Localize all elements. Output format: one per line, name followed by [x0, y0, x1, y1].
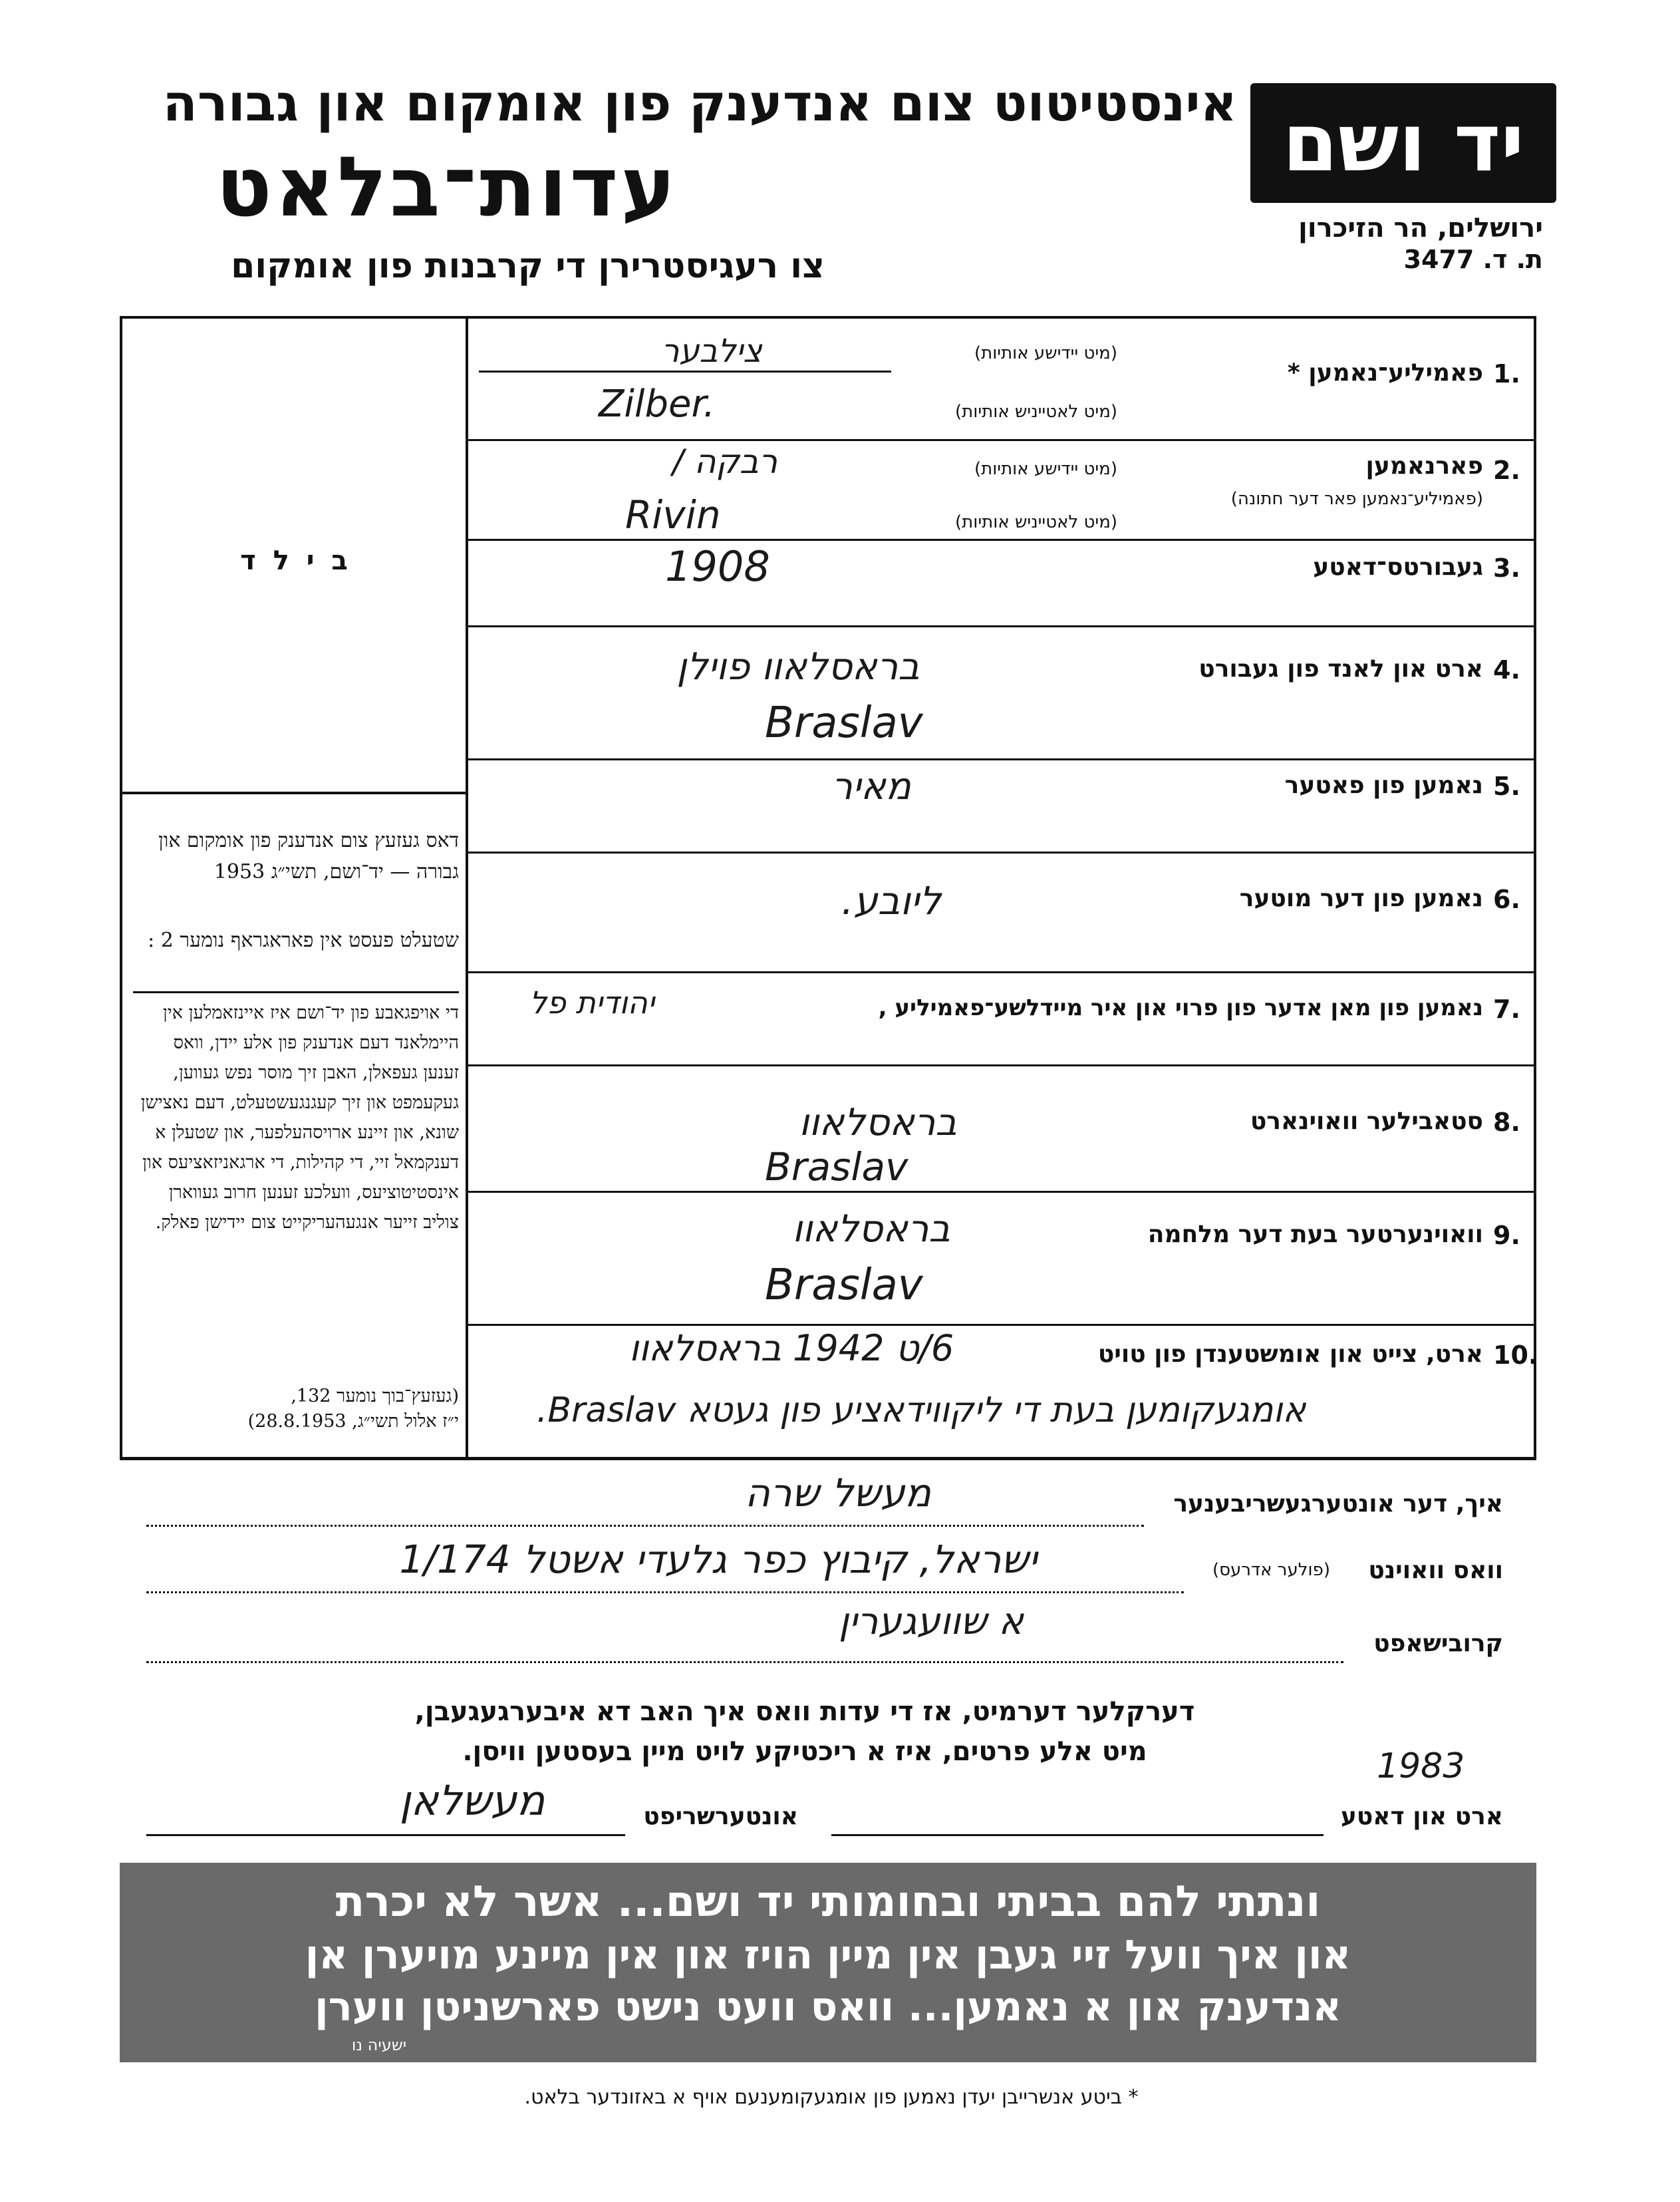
submitter-relation-value[interactable]: א שוועגערין — [838, 1600, 1024, 1643]
field-7-number: 7. — [1493, 995, 1520, 1024]
row-separator — [468, 758, 1536, 760]
field-10-number: 10. — [1493, 1340, 1538, 1370]
submitter-address-sub: (פולער אדרעס) — [1212, 1560, 1330, 1580]
field-3-number: 3. — [1493, 553, 1520, 583]
field-5-label: נאמען פון פאטער — [1284, 772, 1483, 799]
footnote: * ביטע אנשרייבן יעדן נאמען פון אומגעקומענעם אויף א באזונדער בלאט. — [524, 2086, 1139, 2109]
field-2-label: פארנאמען — [1365, 452, 1483, 480]
submitter-relation-line — [146, 1660, 1343, 1663]
field-8-number: 8. — [1493, 1108, 1520, 1137]
field-2-number: 2. — [1493, 456, 1520, 485]
law-text-paragraph-ref: שטעלט פעסט אין פאראגראף נומער 2 : — [148, 929, 459, 952]
declaration-line-1: דערקלער דערמיט, אז די עדות וואס איך האב דא איבערגעגעבן, — [414, 1696, 1195, 1727]
declaration-line-2: מיט אלע פרטים, איז א ריכטיקע לויט מיין בעסטען וויסן. — [462, 1736, 1147, 1767]
field-1-number: 1. — [1493, 359, 1520, 389]
banner-line-1: ונתתי להם בביתי ובחומותי יד ושם... אשר לא יכרת — [335, 1877, 1321, 1927]
field-5-value[interactable]: מאיר — [831, 765, 911, 808]
row-separator — [468, 1064, 1536, 1066]
field-2-sub-latin: (מיט לאטייניש אותיות) — [955, 512, 1117, 532]
field-9-number: 9. — [1493, 1221, 1520, 1250]
po-box: ת. ד. 3477 — [1403, 245, 1543, 274]
submitter-name-line — [146, 1523, 1144, 1527]
row-separator — [468, 1191, 1536, 1193]
submitter-name-label: איך, דער אונטערגעשריבענער — [1173, 1490, 1503, 1517]
row-separator — [468, 439, 1536, 441]
row-separator — [468, 539, 1536, 541]
institute-name: אינסטיטוט צום אנדענק פון אומקום און גבורה — [162, 73, 1237, 132]
field-7-value[interactable]: יהודית פל — [529, 985, 654, 1021]
submitter-relation-label: קרובישאפט — [1373, 1630, 1503, 1657]
law-text-citation: (געזעץ־בוך נומער 132, — [291, 1386, 459, 1406]
law-text-intro: דאס געזעץ צום אנדענק פון אומקום און גבורה — יד־ושם, תשי״ג 1953 — [158, 829, 459, 883]
signature-value[interactable]: מעשלאן — [399, 1776, 545, 1825]
field-1-sub-latin: (מיט לאטייניש אותיות) — [955, 402, 1117, 422]
field-4-value-yiddish[interactable]: בראסלאוו פוילן — [676, 645, 920, 689]
field-3-label: געבורטס־דאטע — [1313, 553, 1483, 581]
address-line: ירושלים, הר הזיכרון — [1298, 213, 1543, 243]
law-text-date: י״ז אלול תשי״ג, 28.8.1953) — [247, 1411, 459, 1432]
date-label: ארט און דאטע — [1340, 1803, 1503, 1830]
section-divider — [120, 1457, 1536, 1460]
banner-source: ישעיה נו — [351, 2036, 407, 2054]
logo-text: יד ושם — [1282, 96, 1524, 190]
field-6-number: 6. — [1493, 885, 1520, 914]
submitter-address-label: וואס וואוינט — [1368, 1557, 1503, 1584]
page-subtitle: צו רעגיסטרירן די קרבנות פון אומקום — [231, 246, 825, 286]
scripture-banner — [120, 1863, 1536, 2062]
submitter-name-value[interactable]: מעשל שרה — [745, 1470, 931, 1515]
signature-line — [146, 1833, 625, 1836]
field-2-sub-yiddish: (מיט יידישע אותיות) — [974, 459, 1117, 479]
column-divider — [466, 316, 468, 1460]
field-6-label: נאמען פון דער מוטער — [1239, 885, 1483, 912]
photo-box-divider — [120, 792, 468, 794]
field-8-value-latin[interactable]: Braslav — [765, 1144, 909, 1189]
field-10-label: ארט, צייט און אומשטענדן פון טויט — [1097, 1340, 1483, 1368]
field-10-value-line2[interactable]: אומגעקומען בעת די ליקווידאציע פון געטא Braslav. — [536, 1390, 1306, 1430]
field-1-value-yiddish[interactable]: צילבער — [661, 333, 762, 370]
field-2-value-latin[interactable]: Rivin — [625, 492, 721, 538]
field-7-label: נאמען פון מאן אדער פון פרוי און איר מיידלשע־פאמיליע , — [878, 995, 1483, 1021]
field-1-label: פאמיליע־נאמען * — [1287, 359, 1483, 387]
field-10-value-line1[interactable]: 6/ט 1942 בראסלאוו — [629, 1327, 954, 1369]
row-separator — [468, 625, 1536, 627]
field-1-sub-yiddish: (מיט יידישע אותיות) — [974, 343, 1117, 363]
field-8-value-yiddish[interactable]: בראסלאוו — [799, 1101, 957, 1144]
submitter-address-line — [146, 1590, 1184, 1593]
law-text-body: די אויפגאבע פון יד־ושם איז איינזאמלען אין היימלאנד דעם אנדענק פון אלע יידן, וואס זענען געפאלן, האבן זיך מוסר נפש געווען, געקעמפט און זיך קעגנגעשטעלט, דעם נאצישן שונא, און זיינע ארויסהעלפער, און שטעלן א דענקמאל זיי, די קהילות, די ארגאניזאציעס און אינסטיטוציעס, וועלכע זענען חרוב געווארן צוליב זייער אנגעהעריקייט צום יידישן פאלק. — [140, 1003, 459, 1233]
field-9-label: וואוינערטער בעת דער מלחמה — [1147, 1221, 1483, 1248]
photo-label: ב י ל ד — [240, 546, 352, 576]
page-title: עדות־בלאט — [215, 140, 678, 236]
yad-vashem-logo — [1250, 83, 1556, 203]
field-1-value-latin[interactable]: Zilber. — [599, 383, 716, 426]
banner-line-2: און איך וועל זיי געבן אין מיין הויז און אין מיינע מויערן אן — [305, 1932, 1351, 1978]
field-9-value-yiddish[interactable]: בראסלאוו — [792, 1207, 950, 1251]
submitter-address-value[interactable]: ישראל, קיבוץ כפר גלעדי אשטל 1/174 — [399, 1537, 1038, 1582]
date-value[interactable]: 1983 — [1377, 1746, 1465, 1786]
field-4-label: ארט און לאנד פון געבורט — [1198, 655, 1483, 683]
field-2-value-yiddish[interactable]: רבקה / — [672, 442, 777, 481]
signature-label: אונטערשריפט — [643, 1803, 798, 1830]
field-8-label: סטאבילער וואוינארט — [1250, 1108, 1483, 1135]
field-2-label-maiden: (פאמיליע־נאמען פאר דער חתונה) — [1230, 489, 1483, 509]
field-6-value[interactable]: ליובע. — [841, 878, 941, 923]
field-4-value-latin[interactable]: Braslav — [765, 699, 923, 748]
row-separator — [468, 971, 1536, 973]
banner-line-3: אנדענק און א נאמען... וואס וועט נישט פארשניטן ווערן — [315, 1984, 1341, 2030]
field-4-number: 4. — [1493, 655, 1520, 685]
law-text-divider — [133, 991, 459, 993]
row-separator — [468, 852, 1536, 854]
date-line — [831, 1833, 1324, 1836]
field-9-value-latin[interactable]: Braslav — [765, 1261, 923, 1310]
field-3-value[interactable]: 1908 — [665, 542, 770, 591]
row-separator — [468, 1324, 1536, 1326]
field-5-number: 5. — [1493, 772, 1520, 801]
